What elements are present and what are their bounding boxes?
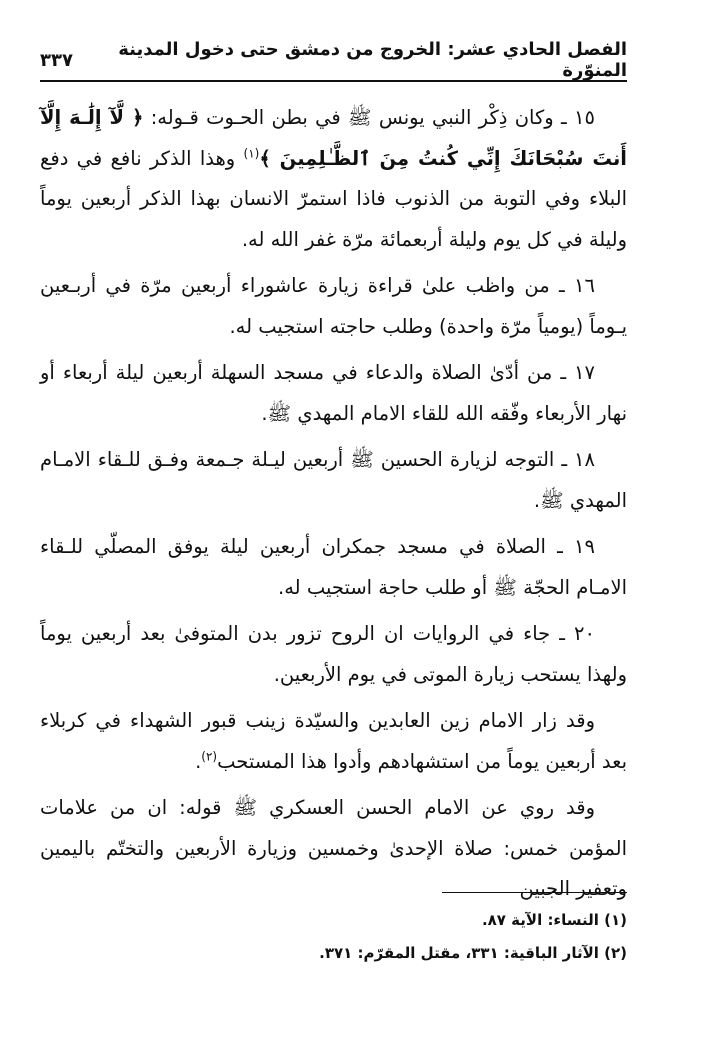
page-number: ٣٣٧	[40, 49, 73, 71]
paragraph-16	[40, 266, 627, 347]
footnote-2: (٢) الآثار الباقية: ٣٣١، مقتل المقرّم: ٣٧١.	[319, 944, 627, 962]
paragraph-15	[40, 98, 627, 260]
footnote-1: (١) النساء: الآية ٨٧.	[481, 911, 627, 929]
footnote-ref: (١)	[243, 146, 260, 160]
footnote-divider	[442, 892, 627, 893]
paragraph-ziyarah	[40, 701, 627, 782]
paragraph-19	[40, 527, 627, 608]
paragraph-20	[40, 614, 627, 695]
quran-verse: ﴿ لَّآ إِلَٰـهَ إِلَّآ أَنتَ سُبْحَانَكَ إِنِّي كُنتُ مِنَ ٱلظَّـٰلِمِينَ ﴾	[40, 106, 627, 170]
chapter-title: الفصل الحادي عشر: الخروج من دمشق حتى دخول المدينة المنوّرة	[118, 39, 627, 81]
paragraph-text: ٢٠ ـ جاء في الروايات ان الروح تزور بدن المتوفىٰ بعد أربعين يوماً ولهذا يستحب زيارة الموتى في يوم الأربعين.	[40, 622, 627, 686]
body-text	[40, 98, 627, 910]
paragraph-text: وهذا الذكر نافع في دفع البلاء وفي التوبة من الذنوب فاذا استمرّ الانسان بهذا الذكر أربعين يوماً وليلة في كل يوم وليلة أربعمائة مرّة غفر الله له.	[40, 146, 627, 251]
paragraph-17	[40, 353, 627, 434]
footnotes	[40, 904, 627, 970]
footnote-ref: (٢)	[201, 749, 218, 763]
paragraph-text: وقد روي عن الامام الحسن العسكري ﷺ قوله: ان من علامات المؤمن خمس: صلاة الإحدىٰ وخمسين وزيارة الأربعين والتختّم باليمين وتعفير الجبين	[40, 796, 627, 900]
paragraph-text: ١٩ ـ الصلاة في مسجد جمكران أربعين ليلة يوفق المصلّي للـقاء الامـام الحجّة ﷺ أو طلب حاجة استجيب له.	[40, 535, 627, 599]
paragraph-text: .	[195, 749, 202, 773]
paragraph-text: ١٧ ـ من أدّىٰ الصلاة والدعاء في مسجد السهلة أربعين ليلة أربعاء أو نهار الأربعاء وفّقه الله للقاء الامام المهدي ﷺ.	[40, 361, 627, 425]
paragraph-text: ١٥ ـ وكان ذِكْر النبي يونس ﷺ في بطن الحـوت قـوله:	[143, 106, 595, 129]
book-page	[40, 40, 627, 1000]
paragraph-18	[40, 440, 627, 521]
paragraph-text: وقد زار الامام زين العابدين والسيّدة زينب قبور الشهداء في كربلاء بعد أربعين يوماً من استشهادهم وأدوا هذا المستحب	[40, 709, 627, 773]
paragraph-text: ١٨ ـ التوجه لزيارة الحسين ﷺ أربعين ليـلة جـمعة وفـق للـقاء الامـام المهدي ﷺ.	[40, 448, 627, 512]
paragraph-text: ١٦ ـ من واظب علىٰ قراءة زيارة عاشوراء أربعين مرّة في أربـعين يـوماً (يومياً مرّة واحدة) وطلب حاجته استجيب له.	[40, 274, 627, 338]
running-header	[40, 40, 627, 82]
